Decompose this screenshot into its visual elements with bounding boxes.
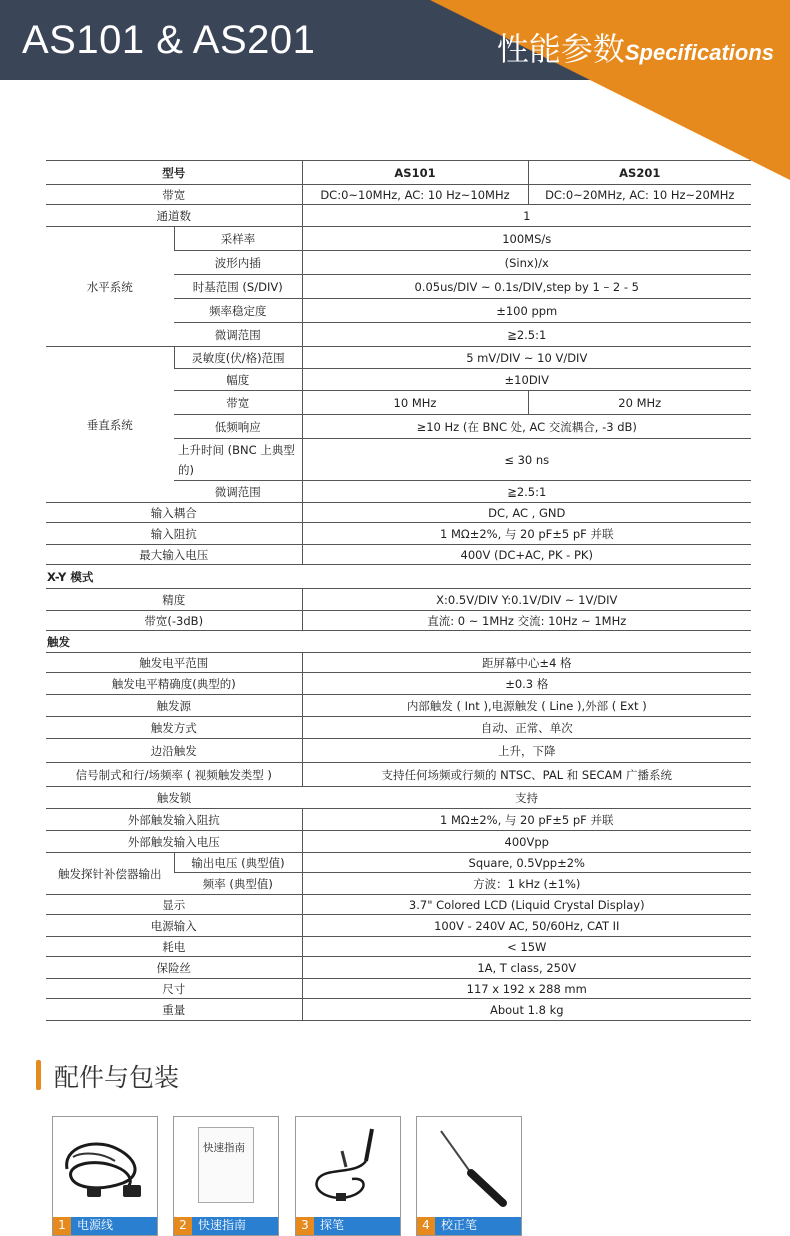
quick-guide-sheet — [198, 1127, 254, 1203]
row-label: 带宽 — [46, 185, 302, 205]
probe-icon — [296, 1117, 402, 1219]
row-value: 0.05us/DIV ~ 0.1s/DIV,step by 1 – 2 - 5 — [302, 275, 751, 299]
table-row — [46, 185, 751, 205]
row-label: 显示 — [46, 895, 302, 915]
accessory-card-calibration-pen — [416, 1116, 522, 1236]
section-row — [46, 565, 751, 589]
accessory-card-quick-guide — [173, 1116, 279, 1236]
row-value: ±10DIV — [302, 369, 751, 391]
section-row — [46, 631, 751, 653]
row-value: 117 x 192 x 288 mm — [302, 979, 751, 999]
row-value: 1 MΩ±2%, 与 20 pF±5 pF 并联 — [302, 523, 751, 545]
table-row — [46, 915, 751, 937]
row-label: 通道数 — [46, 205, 302, 227]
table-row — [46, 589, 751, 611]
row-label: 重量 — [46, 999, 302, 1021]
group-label: 水平系统 — [46, 227, 174, 347]
section-trigger: 触发 — [46, 631, 751, 653]
accessory-number: 1 — [53, 1217, 71, 1235]
row-label: 时基范围 (S/DIV) — [174, 275, 302, 299]
row-value: ±100 ppm — [302, 299, 751, 323]
table-row — [46, 809, 751, 831]
row-value: (Sinx)/x — [302, 251, 751, 275]
spec-title-cn: 性能参数 — [496, 30, 625, 68]
header-as101: AS101 — [302, 161, 528, 185]
row-value: ≧2.5:1 — [302, 481, 751, 503]
accessory-label — [174, 1217, 278, 1235]
section-xy: X-Y 模式 — [46, 565, 751, 589]
table-row — [46, 347, 751, 369]
row-value: < 15W — [302, 937, 751, 957]
accessory-label — [53, 1217, 157, 1235]
row-value: 20 MHz — [528, 391, 751, 415]
quick-guide-sheet-text: 快速指南 — [203, 1142, 245, 1154]
table-row — [46, 695, 751, 717]
accessory-name: 探笔 — [320, 1218, 345, 1232]
row-value: 内部触发 ( Int ),电源触发 ( Line ),外部 ( Ext ) — [302, 695, 751, 717]
row-label: 信号制式和行/场频率 ( 视频触发类型 ) — [46, 763, 302, 787]
accessory-card-probe — [295, 1116, 401, 1236]
power-cable-icon — [53, 1117, 159, 1219]
row-label: 触发电平精确度(典型的) — [46, 673, 302, 695]
row-value: Square, 0.5Vpp±2% — [302, 853, 751, 873]
row-label: 精度 — [46, 589, 302, 611]
row-value: ±0.3 格 — [302, 673, 751, 695]
row-value: 直流: 0 ~ 1MHz 交流: 10Hz ~ 1MHz — [302, 611, 751, 631]
row-label: 微调范围 — [174, 323, 302, 347]
row-label: 输出电压 (典型值) — [174, 853, 302, 873]
row-label: 带宽(-3dB) — [46, 611, 302, 631]
row-value: ≧2.5:1 — [302, 323, 751, 347]
row-value: X:0.5V/DIV Y:0.1V/DIV ~ 1V/DIV — [302, 589, 751, 611]
row-value: 自动、正常、单次 — [302, 717, 751, 739]
row-value: 上升，下降 — [302, 739, 751, 763]
accessories-accent-bar — [36, 1060, 41, 1090]
table-row — [46, 937, 751, 957]
spec-table — [46, 160, 751, 1021]
table-row — [46, 653, 751, 673]
row-value: 支持 — [302, 787, 751, 809]
row-label: 尺寸 — [46, 979, 302, 999]
row-value: 方波：1 kHz (±1%) — [302, 873, 751, 895]
row-value: 400V (DC+AC, PK - PK) — [302, 545, 751, 565]
row-label: 保险丝 — [46, 957, 302, 979]
table-row — [46, 999, 751, 1021]
row-label: 低频响应 — [174, 415, 302, 439]
table-row — [46, 979, 751, 999]
spec-title — [497, 24, 774, 70]
row-value: 5 mV/DIV ~ 10 V/DIV — [302, 347, 751, 369]
accessory-label — [417, 1217, 521, 1235]
accessory-number: 3 — [296, 1217, 314, 1235]
accessory-name: 校正笔 — [441, 1218, 478, 1232]
row-label: 电源输入 — [46, 915, 302, 937]
table-row — [46, 205, 751, 227]
row-label: 频率 (典型值) — [174, 873, 302, 895]
table-row — [46, 957, 751, 979]
row-value: DC, AC , GND — [302, 503, 751, 523]
table-row — [46, 739, 751, 763]
row-value: 1A, T class, 250V — [302, 957, 751, 979]
spec-title-en: Specifications — [624, 40, 774, 65]
calibration-pen-icon — [417, 1117, 523, 1219]
table-row — [46, 545, 751, 565]
table-row — [46, 717, 751, 739]
row-label: 最大输入电压 — [46, 545, 302, 565]
row-label: 灵敏度(伏/格)范围 — [174, 347, 302, 369]
row-value: 400Vpp — [302, 831, 751, 853]
row-label: 输入阻抗 — [46, 523, 302, 545]
row-label: 频率稳定度 — [174, 299, 302, 323]
table-row — [46, 787, 751, 809]
header-as201: AS201 — [528, 161, 751, 185]
row-value: 距屏幕中心±4 格 — [302, 653, 751, 673]
row-label: 触发电平范围 — [46, 653, 302, 673]
row-value: 100MS/s — [302, 227, 751, 251]
row-value: DC:0~20MHz, AC: 10 Hz~20MHz — [528, 185, 751, 205]
accessory-name: 电源线 — [77, 1218, 114, 1232]
group-label: 垂直系统 — [46, 347, 174, 503]
table-row — [46, 673, 751, 695]
table-row — [46, 611, 751, 631]
row-label: 外部触发输入电压 — [46, 831, 302, 853]
row-label: 输入耦合 — [46, 503, 302, 523]
header-banner — [0, 0, 790, 180]
table-header-row — [46, 161, 751, 185]
row-value: 3.7" Colored LCD (Liquid Crystal Display) — [302, 895, 751, 915]
row-value: About 1.8 kg — [302, 999, 751, 1021]
table-row — [46, 503, 751, 523]
row-label: 触发方式 — [46, 717, 302, 739]
table-row — [46, 831, 751, 853]
row-value: 支持任何场频或行频的 NTSC、PAL 和 SECAM 广播系统 — [302, 763, 751, 787]
accessory-number: 4 — [417, 1217, 435, 1235]
row-value: DC:0~10MHz, AC: 10 Hz~10MHz — [302, 185, 528, 205]
header-model: 型号 — [46, 161, 302, 185]
accessory-label — [296, 1217, 400, 1235]
row-label: 外部触发输入阻抗 — [46, 809, 302, 831]
row-value: 100V - 240V AC, 50/60Hz, CAT II — [302, 915, 751, 937]
group-label: 触发探针补偿器输出 — [46, 853, 174, 895]
row-label: 触发锁 — [46, 787, 302, 809]
table-row — [46, 853, 751, 873]
row-value: 1 — [302, 205, 751, 227]
row-label: 边沿触发 — [46, 739, 302, 763]
row-value: ≤ 30 ns — [302, 439, 751, 481]
row-label: 触发源 — [46, 695, 302, 717]
accessories-title: 配件与包装 — [54, 1063, 180, 1092]
row-label: 耗电 — [46, 937, 302, 957]
row-value: 10 MHz — [302, 391, 528, 415]
table-row — [46, 227, 751, 251]
table-row — [46, 523, 751, 545]
row-label: 微调范围 — [174, 481, 302, 503]
row-label: 采样率 — [174, 227, 302, 251]
table-row — [46, 763, 751, 787]
row-label: 上升时间 (BNC 上典型的) — [174, 439, 302, 481]
accessory-number: 2 — [174, 1217, 192, 1235]
accessory-card-power-cable — [52, 1116, 158, 1236]
row-value: 1 MΩ±2%, 与 20 pF±5 pF 并联 — [302, 809, 751, 831]
row-label: 幅度 — [174, 369, 302, 391]
row-label: 带宽 — [174, 391, 302, 415]
table-row — [46, 895, 751, 915]
row-value: ≥10 Hz (在 BNC 处, AC 交流耦合, -3 dB) — [302, 415, 751, 439]
model-title: AS101 & AS201 — [22, 18, 316, 62]
row-label: 波形内插 — [174, 251, 302, 275]
accessory-name: 快速指南 — [198, 1218, 247, 1232]
